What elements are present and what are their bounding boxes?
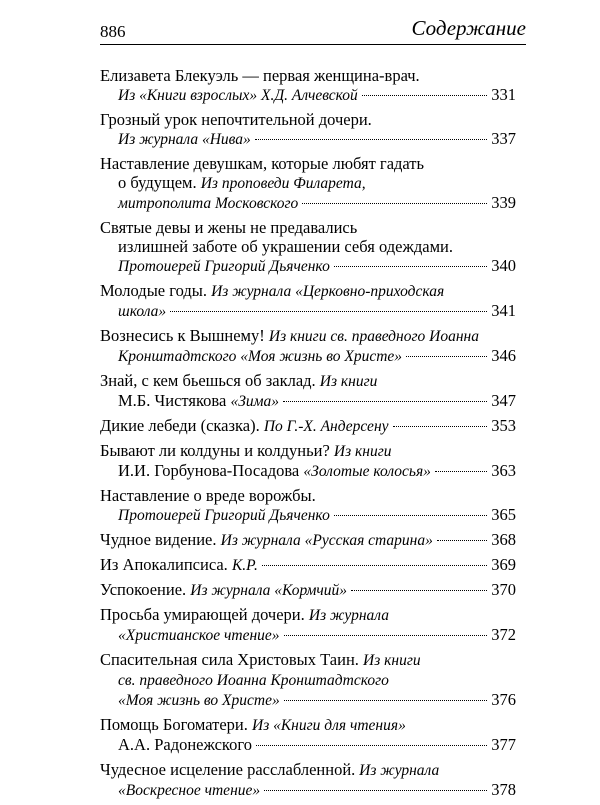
page-number: 886: [100, 22, 126, 41]
dot-leader: [283, 401, 487, 402]
dot-leader: [302, 203, 487, 204]
entry-source: Из журнала «Кормчий»: [190, 582, 347, 599]
toc-entry-last-line: [100, 193, 516, 213]
entry-title: [118, 391, 279, 411]
header-rule: [100, 44, 526, 45]
page-header: [100, 14, 526, 44]
toc-entry: [100, 281, 516, 321]
dot-leader: [255, 139, 487, 140]
entry-title: [118, 505, 330, 525]
entry-title: [118, 129, 251, 149]
toc-entry: [100, 66, 516, 105]
entry-page-number: 363: [491, 461, 516, 480]
toc-entry-line: Чудесное исцеление расслабленной. Из журнала: [100, 760, 440, 779]
entry-page-number: 346: [491, 346, 516, 365]
toc-entry-last-line: [100, 129, 516, 149]
toc-entry-last-line: [100, 530, 516, 550]
entry-source: «Воскресное чтение»: [118, 782, 261, 799]
dot-leader: [406, 356, 487, 357]
toc-entry: [100, 650, 516, 710]
entry-title-text: Дикие лебеди (сказка).: [100, 416, 264, 435]
dot-leader: [393, 426, 488, 427]
entry-page-number: 347: [491, 391, 516, 410]
dot-leader: [264, 790, 487, 791]
toc-entry: [100, 218, 516, 276]
entry-source: «Христианское чтение»: [118, 627, 280, 644]
toc-entry: [100, 715, 516, 755]
entry-source: Протоиерей Григорий Дьяченко: [118, 258, 330, 275]
entry-title: [118, 735, 252, 755]
entry-source: Из журнала «Русская старина»: [220, 532, 433, 549]
toc-entry-last-line: [100, 735, 516, 755]
toc-entry-last-line: [100, 85, 516, 105]
toc-entry: [100, 110, 516, 149]
entry-title: [118, 780, 260, 800]
toc-entry-last-line: [100, 580, 516, 600]
entry-page-number: 370: [491, 580, 516, 599]
entry-source: Протоиерей Григорий Дьяченко: [118, 507, 330, 524]
entry-source: Кронштадтского «Моя жизнь во Христе»: [118, 348, 403, 365]
toc-entry-last-line: [100, 346, 516, 366]
entry-page-number: 339: [491, 193, 516, 212]
toc-entry: [100, 326, 516, 366]
toc-entry-last-line: [100, 505, 516, 525]
entry-source: школа»: [118, 303, 167, 320]
toc-entry-line: св. праведного Иоанна Кронштадтского: [118, 672, 389, 689]
toc-entry: [100, 371, 516, 411]
entry-title-text: И.И. Горбунова-Посадова: [118, 461, 304, 480]
entry-title: [100, 416, 389, 436]
dot-leader: [256, 745, 487, 746]
entry-title: [118, 193, 298, 213]
toc-entry-line: излишней заботе об украшении себя одеждами.: [118, 237, 453, 256]
dot-leader: [362, 95, 487, 96]
entry-source: По Г.-Х. Андерсену: [263, 418, 389, 435]
toc-entry: [100, 605, 516, 645]
toc-entry-last-line: [100, 625, 516, 645]
toc-entry-line: Бывают ли колдуны и колдуньи? Из книги: [100, 441, 392, 460]
dot-leader: [334, 515, 487, 516]
toc-entry-line: Наставление о вреде ворожбы.: [100, 486, 316, 505]
entry-page-number: 378: [491, 780, 516, 799]
entry-title: [118, 85, 358, 105]
toc-entry-line: Святые девы и жены не предавались: [100, 218, 358, 237]
toc-entry-last-line: [100, 555, 516, 575]
dot-leader: [284, 635, 488, 636]
toc-entry: [100, 580, 516, 600]
toc-entry-line: Просьба умирающей дочери. Из журнала: [100, 605, 389, 624]
toc-entry-last-line: [100, 416, 516, 436]
toc-entry: [100, 441, 516, 481]
toc-entry-last-line: [100, 256, 516, 276]
toc-entry-line: Помощь Богоматери. Из «Книги для чтения»: [100, 715, 406, 734]
entry-title-text: М.Б. Чистякова: [118, 391, 231, 410]
entry-title: [100, 530, 433, 550]
entry-page-number: 369: [491, 555, 516, 574]
entry-title: [100, 555, 258, 575]
entry-page-number: 331: [491, 85, 516, 104]
toc-entry-line: Молодые годы. Из журнала «Церковно-приходская: [100, 281, 445, 300]
dot-leader: [351, 590, 487, 591]
toc-entry: [100, 555, 516, 575]
entry-title-text: Чудное видение.: [100, 530, 221, 549]
entry-page-number: 337: [491, 129, 516, 148]
toc-entry-line: Знай, с кем бьешься об заклад. Из книги: [100, 371, 378, 390]
toc-entry-line: о будущем. Из проповеди Филарета,: [118, 173, 366, 192]
entry-source: «Золотые колосья»: [303, 463, 431, 480]
entry-page-number: 376: [491, 690, 516, 709]
toc-entry-line: Вознесись к Вышнему! Из книги св. праведного Иоанна: [100, 326, 479, 345]
toc-entry-last-line: [100, 301, 516, 321]
dot-leader: [435, 471, 487, 472]
dot-leader: [437, 540, 487, 541]
dot-leader: [170, 311, 487, 312]
entry-title: [118, 690, 280, 710]
toc-entry-last-line: [100, 461, 516, 481]
dot-leader: [262, 565, 487, 566]
entry-page-number: 341: [491, 301, 516, 320]
table-of-contents: [100, 66, 516, 805]
entry-source: «Моя жизнь во Христе»: [118, 692, 280, 709]
toc-entry-line: Наставление девушкам, которые любят гадать: [100, 154, 425, 173]
toc-entry-line: Елизавета Блекуэль — первая женщина-врач.: [100, 66, 420, 85]
toc-entry: [100, 416, 516, 436]
entry-title-text: Из Апокалипсиса.: [100, 555, 232, 574]
toc-entry-last-line: [100, 690, 516, 710]
entry-page-number: 368: [491, 530, 516, 549]
entry-source: «Зима»: [230, 393, 280, 410]
entry-source: Из журнала «Нива»: [118, 131, 251, 148]
entry-source: К.Р.: [231, 557, 258, 574]
entry-title: [118, 346, 402, 366]
entry-title: [100, 580, 347, 600]
dot-leader: [334, 266, 487, 267]
dot-leader: [284, 700, 488, 701]
toc-entry: [100, 760, 516, 800]
toc-entry-last-line: [100, 780, 516, 800]
entry-page-number: 340: [491, 256, 516, 275]
toc-entry: [100, 486, 516, 525]
entry-title-text: А.А. Радонежского: [118, 735, 252, 754]
entry-source: Из «Книги взрослых» Х.Д. Алчевской: [118, 87, 358, 104]
toc-entry-line: Спасительная сила Христовых Таин. Из книги: [100, 650, 421, 669]
entry-page-number: 365: [491, 505, 516, 524]
entry-title: [118, 461, 431, 481]
toc-entry-last-line: [100, 391, 516, 411]
entry-page-number: 372: [491, 625, 516, 644]
entry-title: [118, 625, 280, 645]
entry-source: митрополита Московского: [118, 195, 299, 212]
entry-page-number: 377: [491, 735, 516, 754]
toc-entry: [100, 530, 516, 550]
toc-entry-line: Грозный урок непочтительной дочери.: [100, 110, 372, 129]
entry-title: [118, 256, 330, 276]
entry-title-text: Успокоение.: [100, 580, 191, 599]
entry-page-number: 353: [491, 416, 516, 435]
toc-entry: [100, 154, 516, 213]
running-title: Содержание: [411, 16, 526, 40]
entry-title: [118, 301, 166, 321]
